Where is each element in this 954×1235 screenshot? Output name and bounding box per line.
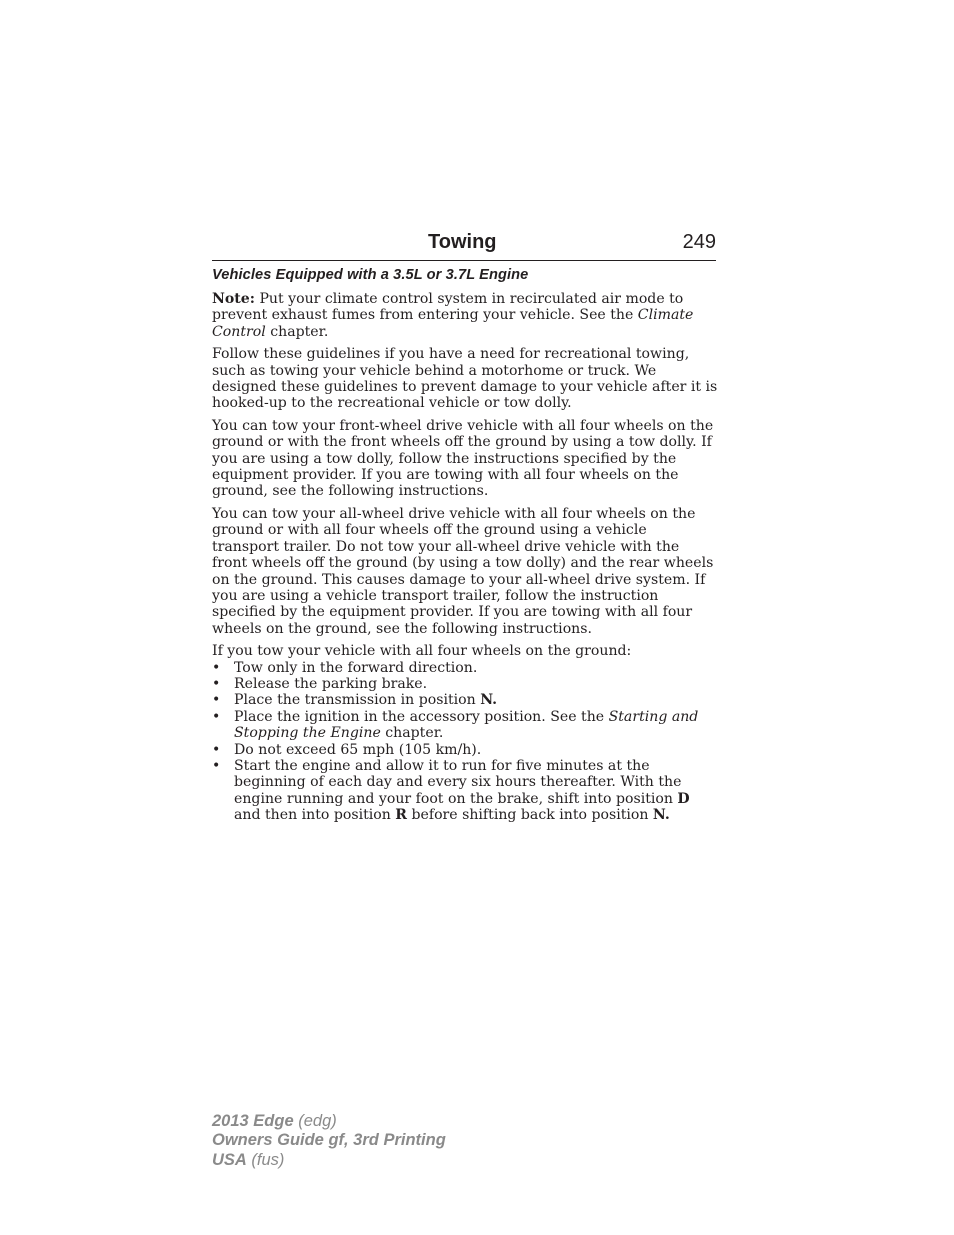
footer-model-line [212, 1112, 446, 1131]
item-text: and then into position [234, 807, 396, 824]
page-number: 249 [682, 231, 716, 253]
all-wheel-drive-paragraph: You can tow your all-wheel drive vehicle with all four wheels on the ground or with all four wheels off the ground using a vehicle transport trailer. Do not tow your all-wheel drive vehicle with the front wheels off the ground (by using a tow dolly) and the rear wheels on the ground. This causes damage to your all-wheel drive system. If you are using a vehicle transport trailer, follow the instruction specified by the equipment provider. If you are towing with all four wheels on the ground, see the following instructions. [212, 505, 714, 637]
note-text: Put your climate control system in recirculated air mode to prevent exhaust fumes from entering your vehicle. See the [212, 291, 684, 324]
bullet-icon: • [212, 757, 221, 774]
list-item [212, 676, 718, 692]
page-header [212, 230, 716, 261]
position-n: N. [480, 692, 498, 709]
list-item [212, 742, 718, 758]
list-item [212, 758, 718, 824]
page-footer [212, 1112, 446, 1170]
note-paragraph [212, 291, 718, 340]
item-text: Start the engine and allow it to run for five minutes at the beginning of each day and every six hours thereafter. With the engine running and your foot on the brake, shift into position [234, 757, 682, 807]
chapter-title: Towing [428, 231, 497, 253]
item-text: Release the parking brake. [234, 675, 428, 692]
item-text: Place the transmission in position [234, 692, 481, 709]
footer-guide-line [212, 1131, 446, 1150]
position-d: D [677, 790, 690, 807]
list-item [212, 660, 718, 676]
list-item [212, 709, 718, 742]
bullet-icon: • [212, 659, 221, 676]
footer-model-code: (edg) [293, 1112, 337, 1130]
page-content [212, 266, 718, 824]
bullet-icon: • [212, 741, 221, 758]
footer-model: 2013 Edge [212, 1112, 294, 1130]
bullet-icon: • [212, 692, 221, 709]
section-heading: Vehicles Equipped with a 3.5L or 3.7L Engine [212, 267, 529, 283]
list-intro: If you tow your vehicle with all four wheels on the ground: [212, 643, 632, 660]
bullet-icon: • [212, 675, 221, 692]
footer-market-line [212, 1151, 446, 1170]
bullet-icon: • [212, 708, 221, 725]
footer-guide: Owners Guide gf, 3rd Printing [212, 1131, 446, 1150]
guidelines-paragraph: Follow these guidelines if you have a need for recreational towing, such as towing your vehicle behind a motorhome or truck. We designed these guidelines to prevent damage to your vehicle after it is hooked-up to the recreational vehicle or tow dolly. [212, 346, 718, 412]
list-item [212, 692, 718, 708]
front-wheel-drive-paragraph: You can tow your front-wheel drive vehicle with all four wheels on the ground or with the front wheels off the ground by using a tow dolly. If you are using a tow dolly, follow the instructions specified by the equipment provider. If you are towing with all four wheels on the ground, see the following instructions. [212, 417, 714, 500]
note-label: Note: [212, 291, 255, 307]
note-text-end: chapter. [265, 323, 329, 340]
item-text: Do not exceed 65 mph (105 km/h). [234, 741, 482, 758]
chapter-reference: Starting and Stopping the Engine [234, 708, 699, 742]
footer-market: USA [212, 1150, 247, 1169]
position-r: R [395, 807, 408, 824]
item-text: Place the ignition in the accessory position. See the [234, 708, 609, 725]
item-text: Tow only in the forward direction. [234, 659, 478, 676]
position-n: N. [652, 807, 670, 824]
note-chapter-reference: Climate Control [212, 307, 694, 340]
footer-market-code: (fus) [246, 1150, 285, 1169]
item-text: before shifting back into position [407, 807, 653, 824]
item-text-end: chapter. [380, 725, 444, 742]
towing-instructions-list [212, 660, 718, 824]
